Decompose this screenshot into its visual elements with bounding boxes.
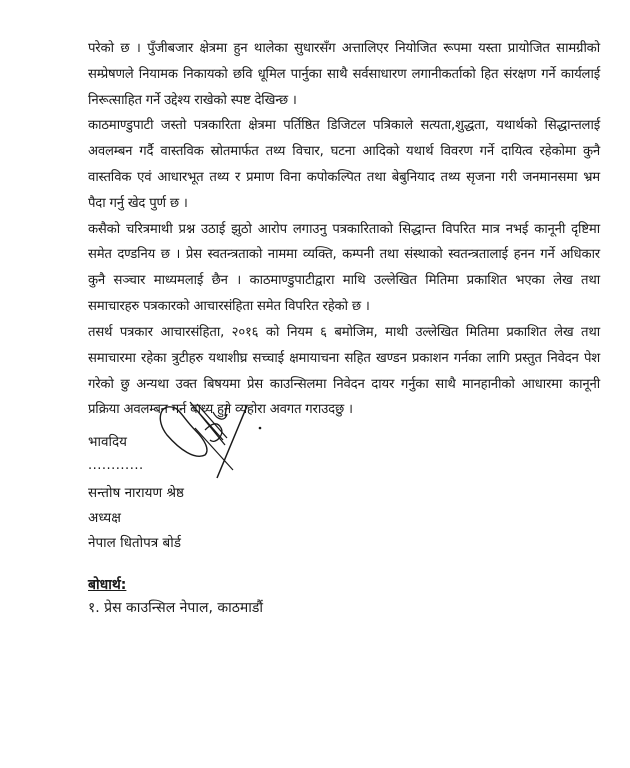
paragraph-1-line-3: निरूत्साहित गर्ने उद्देश्य राखेको स्पष्ट देखिन्छ । [88,93,297,108]
signature-image [155,400,265,485]
paragraph-4-line-4: प्रक्रिया अवलम्बन गर्न बाध्य हुने व्यहोरा अवगत गराउदछु । [88,402,353,417]
paragraph-1-line-2: सम्प्रेषणले नियामक निकायको छवि धूमिल पार्नुका साथै सर्वसाधारण लगानीकर्ताको हित संरक्षण गर्ने कार्यलाई [88,67,600,82]
paragraph-2-line-3: वास्तविक एवं आधारभूत तथ्य र प्रमाण विना कपोकल्पित तथा बेबुनियाद तथ्य सृजना गरी जनमानसमा भ्रम [88,170,600,185]
paragraph-3-line-3: कुनै सञ्चार माध्यमलाई छैन । काठमाण्डुपाटीद्वारा माथि उल्लेखित मितिमा प्रकाशित भएका लेख तथा [88,273,600,288]
signature-dots: ............ [88,458,144,473]
signer-organization: नेपाल धितोपत्र बोर्ड [88,535,181,551]
signer-name: सन्तोष नारायण श्रेष्ठ [88,485,184,501]
cc-item-1: १. प्रेस काउन्सिल नेपाल, काठमाडौं [88,600,264,616]
closing-salutation: भावदिय [88,434,127,450]
paragraph-1-line-1: परेको छ । पुँजीबजार क्षेत्रमा हुन थालेका सुधारसँग अत्तालिएर नियोजित रूपमा यस्ता प्रायोजित सामग्रीको [88,41,600,56]
paragraph-2-line-2: अवलम्बन गर्दै वास्तविक स्रोतमार्फत तथ्य विचार, घटना आदिको यथार्थ विवरण गर्ने दायित्व रहेकोमा कुनै [88,144,600,159]
paragraph-2-line-4: पैदा गर्नु खेद पुर्ण छ । [88,196,188,211]
cc-heading: बोधार्थ: [88,577,127,593]
signer-title: अध्यक्ष [88,510,121,526]
paragraph-4-line-1: तसर्थ पत्रकार आचारसंहिता, २०१६ को नियम ६ बमोजिम, माथी उल्लेखित मितिमा प्रकाशित लेख तथा [88,325,600,340]
paragraph-4-line-3: गरेको छु अन्यथा उक्त बिषयमा प्रेस काउन्सिलमा निवेदन दायर गर्नुका साथै मानहानीको आधारमा कानूनी [88,377,600,392]
paragraph-4-line-2: समाचारमा रहेका त्रुटीहरु यथाशीघ्र सच्चाई क्षमायाचना सहित खण्डन प्रकाशन गर्नका लागि प्रस्तुत निवेदन पेश [88,351,600,366]
paragraph-3-line-2: समेत दण्डनिय छ । प्रेस स्वतन्त्रताको नाममा व्यक्ति, कम्पनी तथा संस्थाको स्वतन्त्रतालाई हनन गर्ने अधिकार [88,247,600,262]
paragraph-3-line-1: कसैको चरित्रमाथी प्रश्न उठाई झुठो आरोप लगाउनु पत्रकारिताको सिद्धान्त विपरित मात्र नभई कानूनी दृष्टिमा [88,222,600,237]
paragraph-3-line-4: समाचारहरु पत्रकारको आचारसंहिता समेत विपरित रहेको छ । [88,299,370,314]
paragraph-2-line-1: काठमाण्डुपाटी जस्तो पत्रकारिता क्षेत्रमा पर्तिष्ठित डिजिटल पत्रिकाले सत्यता,शुद्धता, यथार्थको सिद्धान्तलाई [88,118,600,133]
